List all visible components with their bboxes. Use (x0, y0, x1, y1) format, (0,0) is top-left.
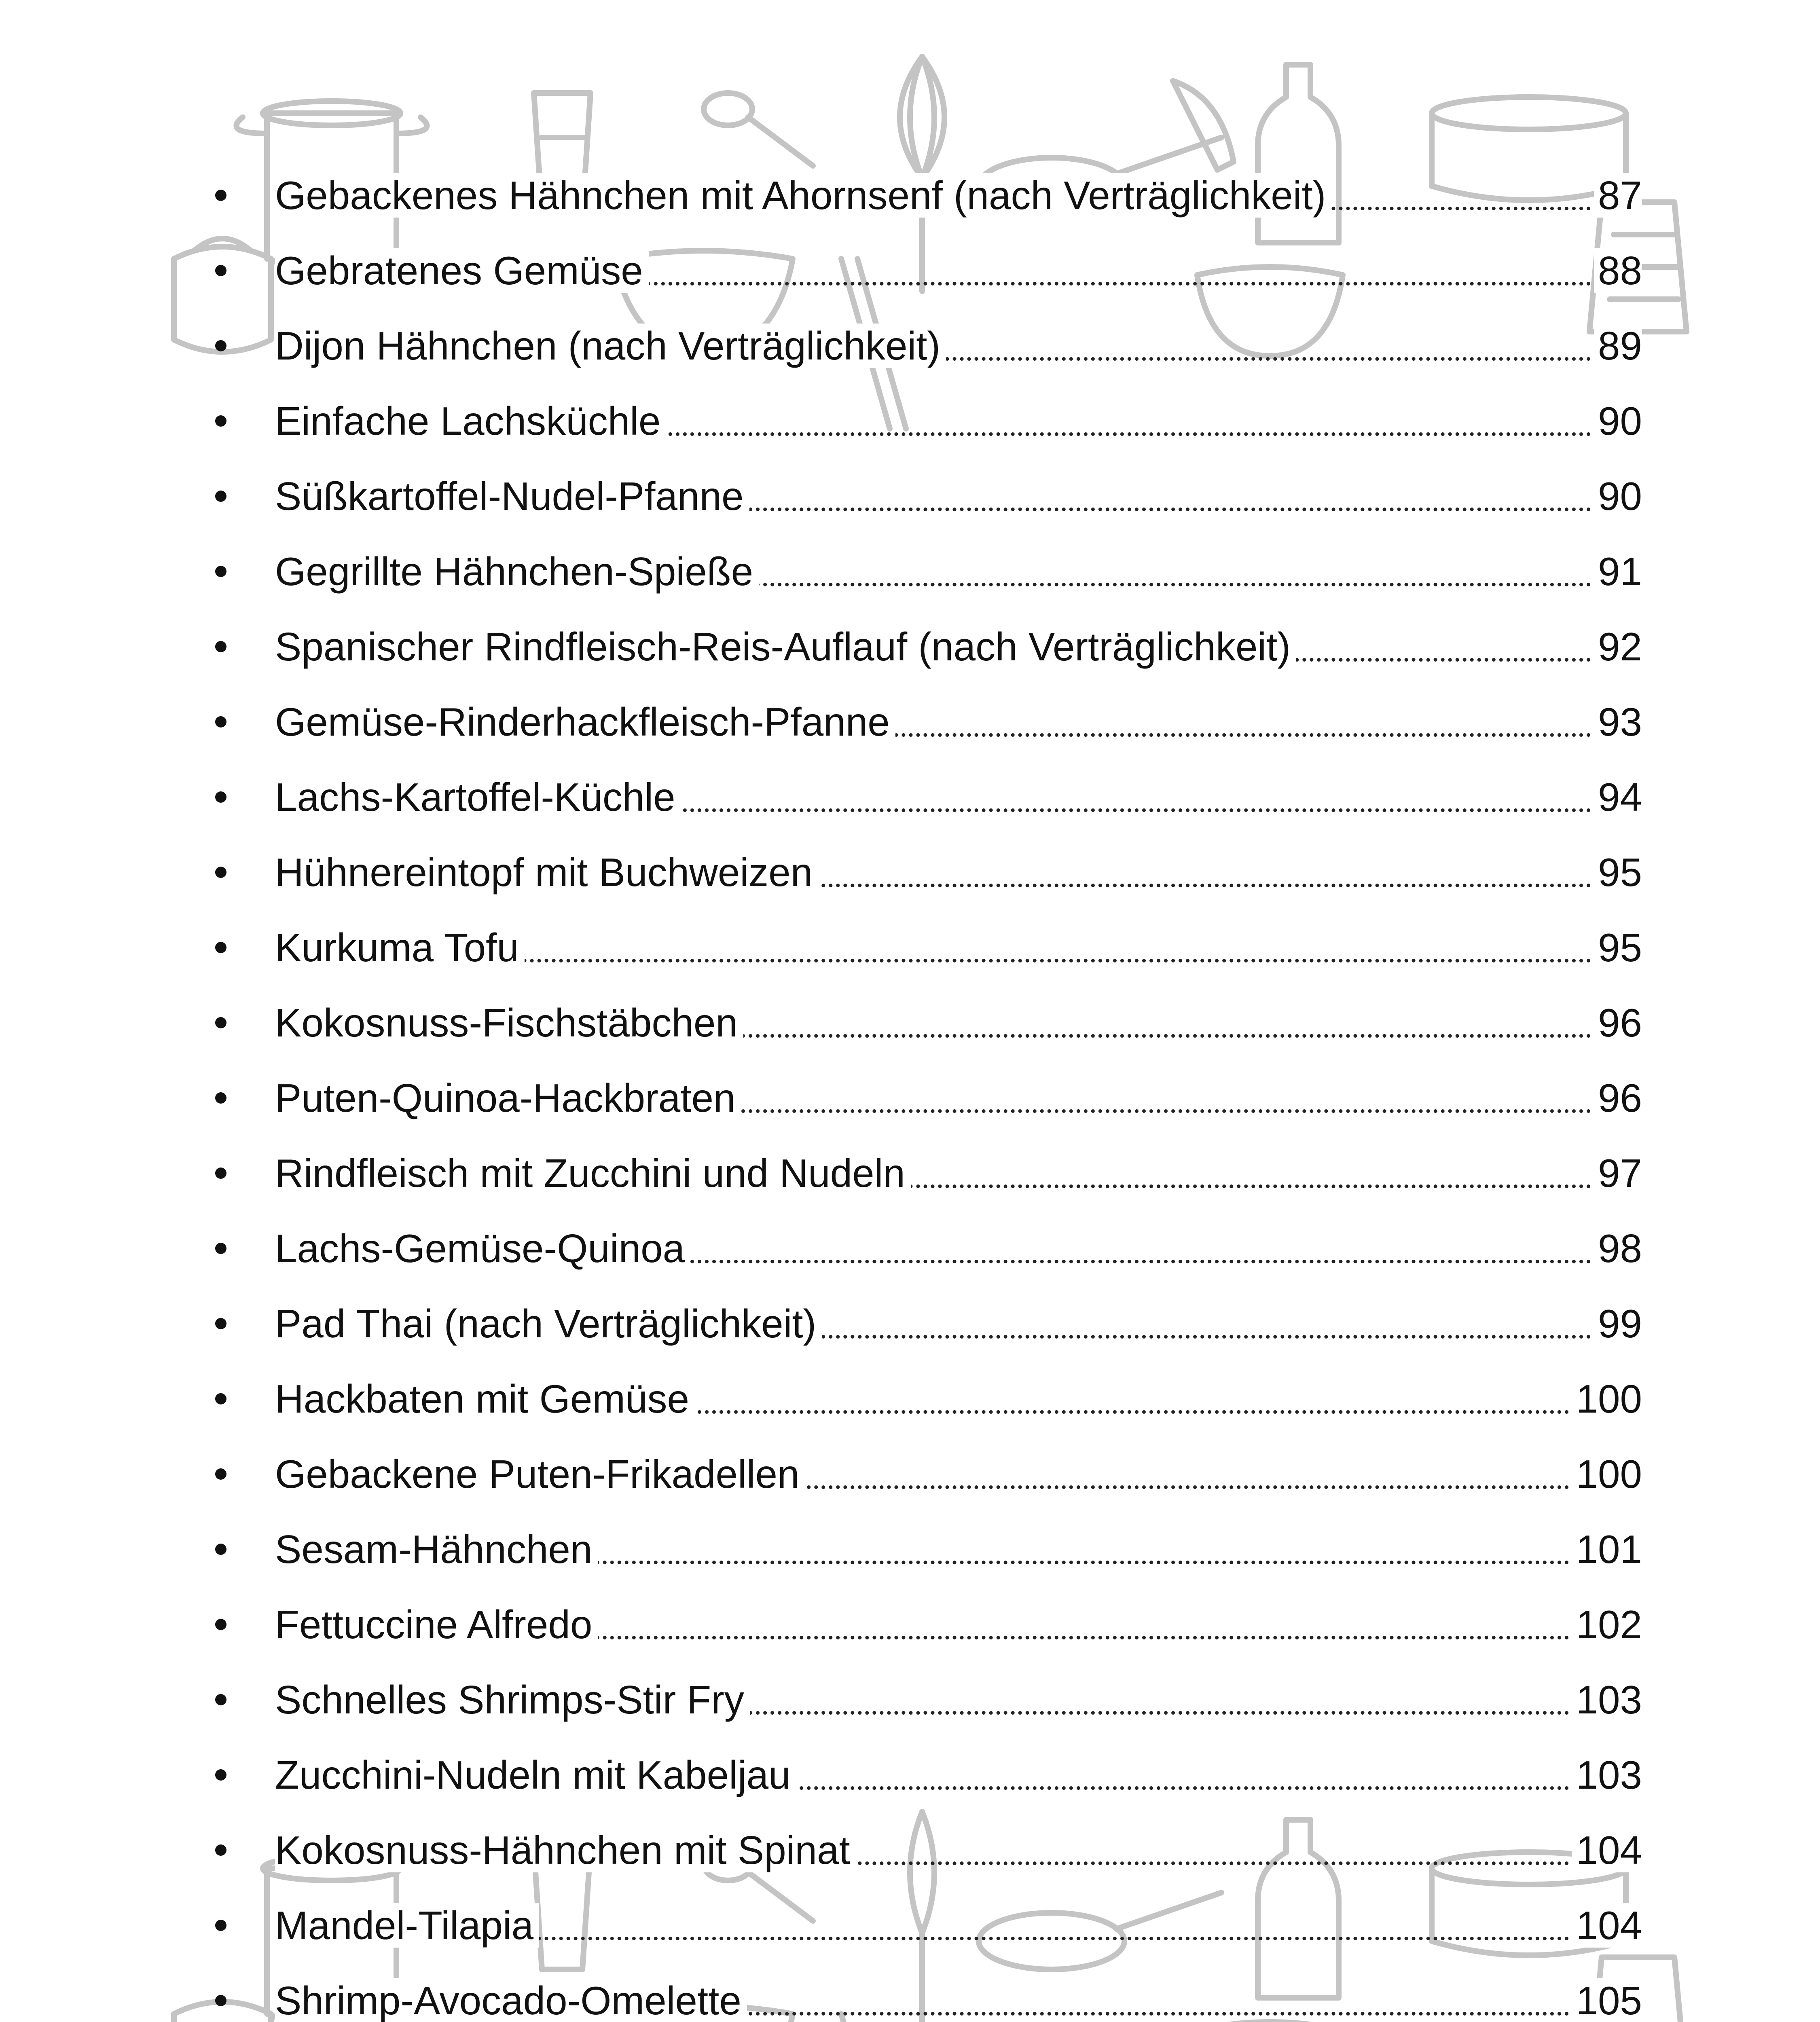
toc-entry-title: Kokosnuss-Hähnchen mit Spinat (275, 1828, 856, 1872)
toc-entry-title: Kurkuma Tofu (275, 925, 525, 970)
toc-entry-page-number: 102 (1572, 1602, 1642, 1647)
toc-entry[interactable] (202, 1737, 1642, 1813)
toc-entry-title: Sesam-Hähnchen (275, 1527, 598, 1571)
toc-entry-page-number: 96 (1594, 1000, 1642, 1045)
bullet-icon (215, 340, 226, 351)
toc-entry[interactable] (202, 1512, 1642, 1587)
toc-entry[interactable] (202, 308, 1642, 383)
toc-entry-page-number: 92 (1594, 624, 1642, 669)
toc-entry-title: Einfache Lachsküchle (275, 399, 666, 443)
toc-entry[interactable] (202, 1888, 1642, 1963)
toc-entry-title: Pad Thai (nach Verträglichkeit) (275, 1301, 822, 1346)
toc-entry-page-number: 87 (1594, 173, 1642, 218)
bullet-icon (215, 1468, 226, 1480)
toc-entry-page-number: 93 (1594, 700, 1642, 744)
bullet-icon (215, 1092, 226, 1104)
toc-entry-page-number: 104 (1572, 1903, 1642, 1948)
toc-entry[interactable] (202, 1662, 1642, 1737)
toc-entry-title: Gegrillte Hähnchen-Spieße (275, 549, 759, 594)
bullet-icon (215, 1769, 226, 1781)
bullet-icon (215, 491, 226, 502)
toc-entry[interactable] (202, 1211, 1642, 1286)
bullet-icon (215, 1318, 226, 1329)
toc-entry-page-number: 103 (1572, 1677, 1642, 1722)
toc-entry-title: Süßkartoffel-Nudel-Pfanne (275, 474, 749, 518)
toc-entry-page-number: 98 (1594, 1226, 1642, 1271)
toc-entry-page-number: 91 (1594, 549, 1642, 594)
bullet-icon (215, 566, 226, 577)
toc-entry-title: Fettuccine Alfredo (275, 1602, 598, 1647)
toc-entry-title: Schnelles Shrimps-Stir Fry (275, 1677, 750, 1722)
toc-entry[interactable] (202, 835, 1642, 910)
toc-entry[interactable] (202, 233, 1642, 308)
toc-entry[interactable] (202, 609, 1642, 684)
bullet-icon (215, 1920, 226, 1931)
bullet-icon (215, 867, 226, 878)
bullet-icon (215, 641, 226, 652)
toc-entry-title: Puten-Quinoa-Hackbraten (275, 1076, 741, 1120)
toc-entry-page-number: 100 (1572, 1452, 1642, 1496)
bullet-icon (215, 1243, 226, 1254)
bullet-icon (215, 1995, 226, 2006)
bullet-icon (215, 1544, 226, 1555)
bullet-icon (215, 1393, 226, 1404)
toc-entry-title: Gemüse-Rinderhackfleisch-Pfanne (275, 700, 895, 744)
toc-entry[interactable] (202, 1963, 1642, 2022)
toc-entry-title: Mandel-Tilapia (275, 1903, 539, 1948)
bullet-icon (215, 190, 226, 201)
toc-entry-page-number: 99 (1594, 1301, 1642, 1346)
bullet-icon (215, 1168, 226, 1179)
toc-entry[interactable] (202, 1587, 1642, 1662)
toc-entry[interactable] (202, 1436, 1642, 1512)
toc-entry-title: Spanischer Rindfleisch-Reis-Auflauf (nach Verträglichkeit) (275, 624, 1296, 669)
toc-entry[interactable] (202, 1136, 1642, 1211)
toc-entry-page-number: 104 (1572, 1828, 1642, 1872)
toc-entry[interactable] (202, 1813, 1642, 1888)
toc-entry-page-number: 90 (1594, 399, 1642, 443)
toc-entry[interactable] (202, 459, 1642, 534)
toc-entry[interactable] (202, 1361, 1642, 1436)
toc-entry-title: Hackbaten mit Gemüse (275, 1377, 695, 1421)
toc-entry-title: Gebratenes Gemüse (275, 248, 649, 293)
toc-entry-title: Gebackene Puten-Frikadellen (275, 1452, 805, 1496)
bullet-icon (215, 1619, 226, 1630)
bullet-icon (215, 1844, 226, 1856)
table-of-contents (202, 158, 1642, 2022)
toc-entry[interactable] (202, 383, 1642, 459)
toc-entry-page-number: 89 (1594, 324, 1642, 368)
toc-entry[interactable] (202, 910, 1642, 985)
toc-entry-page-number: 90 (1594, 474, 1642, 518)
toc-entry-title: Dijon Hähnchen (nach Verträglichkeit) (275, 324, 946, 368)
bullet-icon (215, 265, 226, 276)
toc-entry-page-number: 95 (1594, 850, 1642, 895)
toc-entry-page-number: 96 (1594, 1076, 1642, 1120)
toc-entry-page-number: 97 (1594, 1151, 1642, 1195)
toc-entry-page-number: 101 (1572, 1527, 1642, 1571)
toc-entry-title: Kokosnuss-Fischstäbchen (275, 1000, 743, 1045)
toc-entry-title: Lachs-Kartoffel-Küchle (275, 775, 681, 819)
toc-entry-title: Lachs-Gemüse-Quinoa (275, 1226, 690, 1271)
bullet-icon (215, 942, 226, 953)
spoon-icon (704, 93, 813, 166)
toc-entry[interactable] (202, 1060, 1642, 1136)
bullet-icon (215, 791, 226, 803)
toc-entry-title: Shrimp-Avocado-Omelette (275, 1978, 747, 2022)
toc-entry-page-number: 88 (1594, 248, 1642, 293)
toc-entry-title: Gebackenes Hähnchen mit Ahornsenf (nach Verträglichkeit) (275, 173, 1331, 218)
toc-entry[interactable] (202, 684, 1642, 759)
toc-entry-title: Hühnereintopf mit Buchweizen (275, 850, 818, 895)
toc-entry-page-number: 103 (1572, 1753, 1642, 1797)
toc-entry-page-number: 105 (1572, 1978, 1642, 2022)
toc-entry[interactable] (202, 1286, 1642, 1361)
toc-entry-page-number: 95 (1594, 925, 1642, 970)
toc-entry[interactable] (202, 158, 1642, 233)
toc-entry-page-number: 94 (1594, 775, 1642, 819)
toc-entry-page-number: 100 (1572, 1377, 1642, 1421)
toc-entry[interactable] (202, 985, 1642, 1060)
bullet-icon (215, 716, 226, 728)
toc-entry-title: Rindfleisch mit Zucchini und Nudeln (275, 1151, 911, 1195)
knife-icon (1173, 81, 1234, 170)
bullet-icon (215, 1694, 226, 1705)
toc-entry-title: Zucchini-Nudeln mit Kabeljau (275, 1753, 796, 1797)
bullet-icon (215, 415, 226, 427)
bullet-icon (215, 1017, 226, 1028)
toc-entry[interactable] (202, 534, 1642, 609)
toc-entry[interactable] (202, 759, 1642, 835)
